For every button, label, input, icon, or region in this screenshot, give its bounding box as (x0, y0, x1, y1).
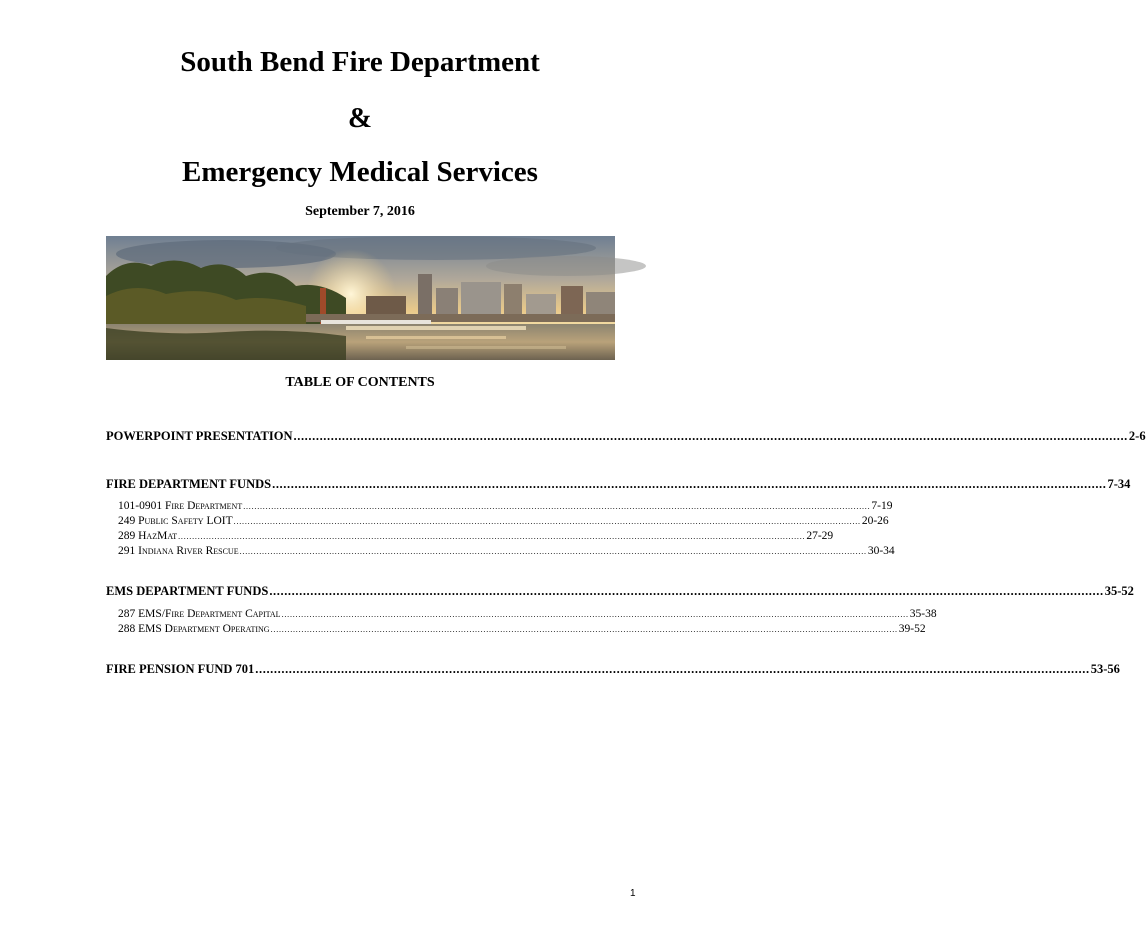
toc-leader: ................................................................................................................................................................................................................................ (233, 517, 861, 526)
toc-subentry-public-safety-loit[interactable] (118, 515, 889, 527)
toc-leader: ................................................................................................................................................................................................................................ (178, 532, 806, 541)
toc-entry-pages: 7-34 (1107, 477, 1131, 491)
toc-entry-label: POWERPOINT PRESENTATION (106, 429, 293, 443)
toc-entry-ems-department-funds[interactable] (106, 584, 1134, 599)
toc-entry-pages: 35-52 (1104, 584, 1134, 598)
river-city-sunset-photo (106, 236, 615, 360)
toc-entry-pages: 53-56 (1090, 662, 1120, 676)
toc-leader: ................................................................................................................................................................................................................................ (272, 477, 1107, 491)
toc-subentry-fire-department[interactable] (118, 500, 893, 512)
title-ampersand: & (347, 102, 373, 134)
title-line-2: Emergency Medical Services (182, 156, 538, 188)
toc-subentry-ems-fire-capital[interactable] (118, 608, 937, 620)
toc-leader: ................................................................................................................................................................................................................................ (243, 502, 871, 511)
page-number: 1 (630, 888, 636, 899)
toc-subentry-pages: 39-52 (898, 623, 926, 635)
toc-entry-pages: 2-6 (1128, 429, 1146, 443)
toc-subentry-label: 101-0901 Fire Department (118, 500, 243, 512)
toc-subentry-hazmat[interactable] (118, 530, 834, 542)
toc-leader: ................................................................................................................................................................................................................................ (270, 625, 898, 634)
toc-leader: ................................................................................................................................................................................................................................ (281, 610, 909, 619)
toc-heading: TABLE OF CONTENTS (285, 375, 435, 390)
toc-subentry-label: 289 HazMat (118, 530, 178, 542)
toc-subentry-indiana-river-rescue[interactable] (118, 545, 895, 557)
toc-leader: ................................................................................................................................................................................................................................ (239, 547, 867, 556)
toc-subentry-pages: 35-38 (909, 608, 937, 620)
toc-subentry-ems-operating[interactable] (118, 623, 926, 635)
toc-subentry-pages: 30-34 (867, 545, 895, 557)
toc-entry-powerpoint[interactable] (106, 429, 1146, 444)
title-line-1: South Bend Fire Department (180, 46, 540, 78)
toc-subentry-pages: 7-19 (871, 500, 893, 512)
toc-entry-fire-pension-fund[interactable] (106, 662, 1120, 677)
toc-leader: ................................................................................................................................................................................................................................ (293, 429, 1128, 443)
toc-subentry-pages: 27-29 (806, 530, 834, 542)
toc-entry-label: FIRE PENSION FUND 701 (106, 662, 255, 676)
toc-subentry-label: 249 Public Safety LOIT (118, 515, 233, 527)
toc-subentry-label: 288 EMS Department Operating (118, 623, 270, 635)
toc-subentry-label: 291 Indiana River Rescue (118, 545, 239, 557)
toc-subentry-pages: 20-26 (861, 515, 889, 527)
toc-leader: ................................................................................................................................................................................................................................ (269, 584, 1104, 598)
toc-entry-fire-department-funds[interactable] (106, 477, 1131, 492)
toc-entry-label: EMS DEPARTMENT FUNDS (106, 584, 269, 598)
toc-leader: ................................................................................................................................................................................................................................ (255, 662, 1090, 676)
document-date: September 7, 2016 (305, 204, 415, 219)
toc-entry-label: FIRE DEPARTMENT FUNDS (106, 477, 272, 491)
toc-subentry-label: 287 EMS/Fire Department Capital (118, 608, 281, 620)
